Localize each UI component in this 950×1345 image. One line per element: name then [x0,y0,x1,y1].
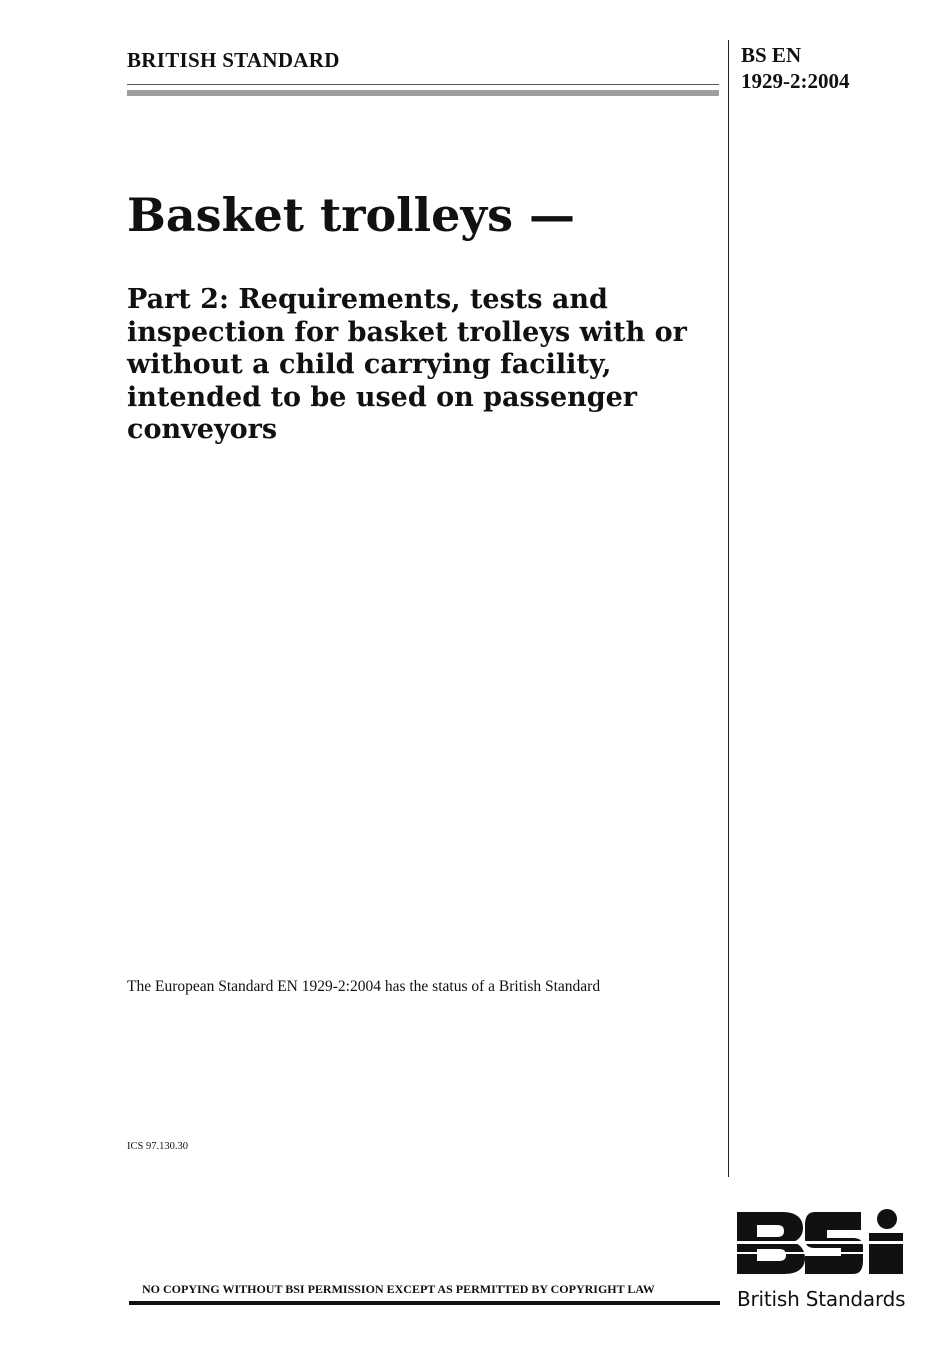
bsi-logo-icon [737,1209,905,1277]
ics-code: ICS 97.130.30 [127,1141,188,1152]
standard-number-line1: BS EN [741,43,802,67]
document-type-label: BRITISH STANDARD [127,48,340,72]
margin-divider [728,40,729,1177]
standard-number-line2: 1929-2:2004 [741,69,850,93]
document-subtitle: Part 2: Requirements, tests and inspection for basket trolleys with or without a child carrying facility, intended to be used on passenger conveyors [127,284,687,445]
document-title: Basket trolleys — [127,188,576,242]
header-rule-thick [127,90,719,96]
bsi-logo-caption: British Standards [737,1287,906,1311]
status-statement: The European Standard EN 1929-2:2004 has the status of a British Standard [127,978,601,995]
footer-rule [129,1301,720,1305]
standard-number [741,42,850,94]
copyright-notice: NO COPYING WITHOUT BSI PERMISSION EXCEPT AS PERMITTED BY COPYRIGHT LAW [142,1282,655,1296]
header-rule-thin [127,84,719,85]
